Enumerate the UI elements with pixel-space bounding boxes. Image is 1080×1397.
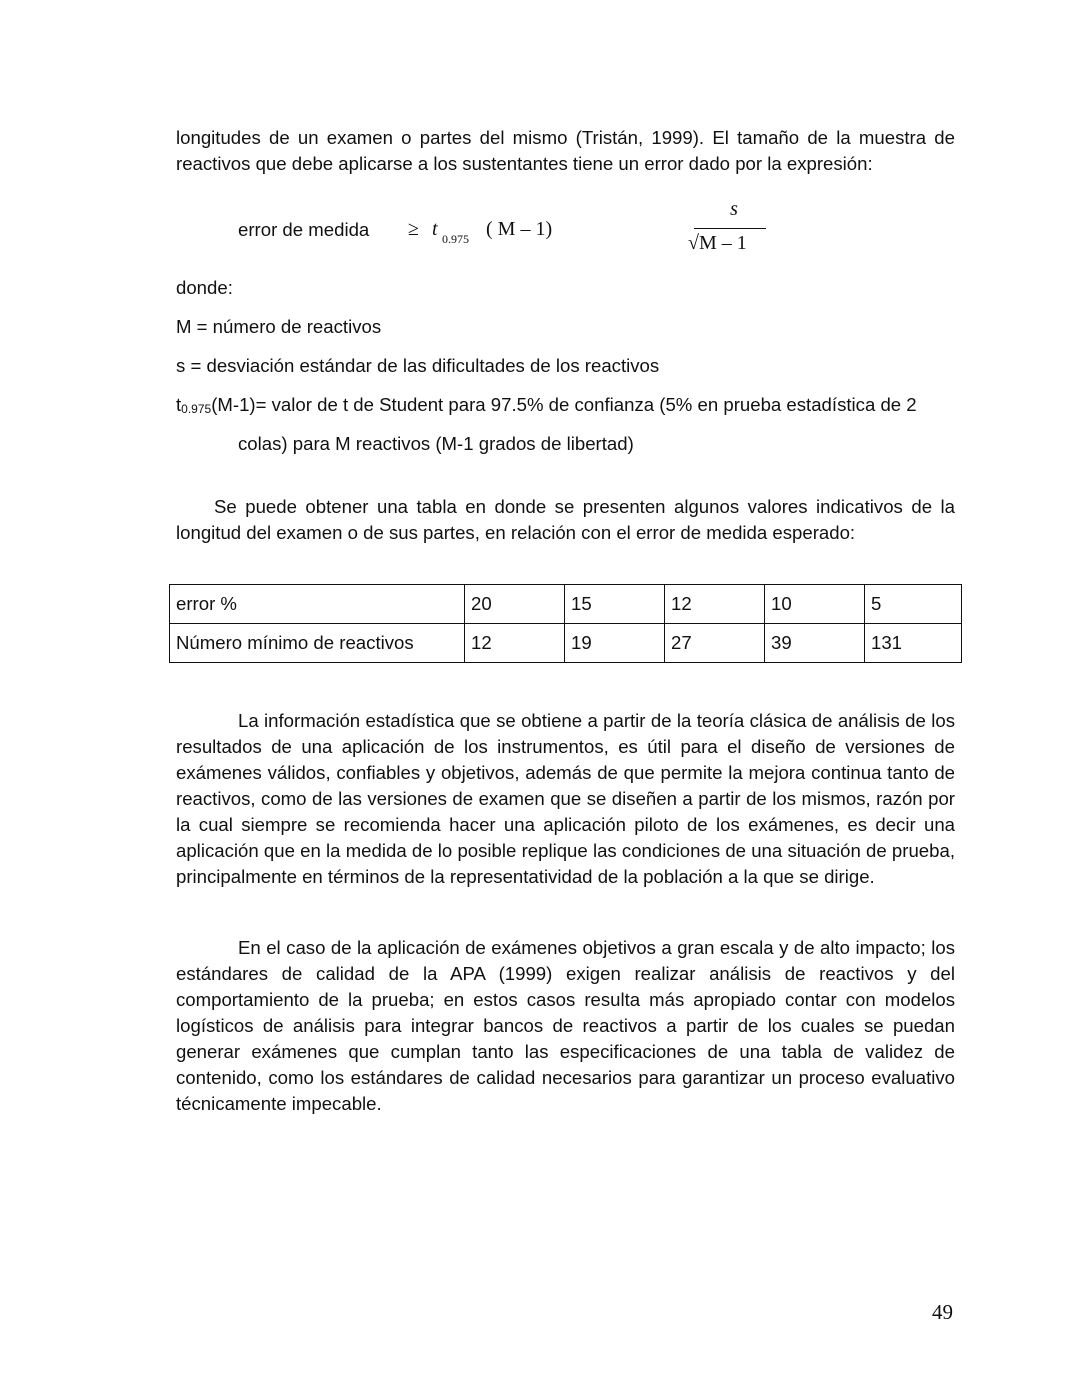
definition-t xyxy=(176,392,917,422)
definition-t-prefix: t xyxy=(176,394,182,415)
formula-denominator: √M – 1 xyxy=(688,232,747,254)
analysis-paragraph: La información estadística que se obtiene a partir de la teoría clásica de análisis de los resultados de una aplicación de los instrumentos, es útil para el diseño de versiones de exámenes válidos, confiables y objetivos, además de que permite la mejora continua tanto de reactivos, como de las versiones de examen que se diseñen a partir de los mismos, razón por la cual siempre se recomienda hacer una aplicación piloto de los exámenes, es decir una aplicación que en la medida de lo posible replique las condiciones de una situación de prueba, principalmente en términos de la representatividad de la población a la que se dirige. xyxy=(176,710,955,887)
formula-argument: ( M – 1) xyxy=(486,218,553,240)
table-cell: 15 xyxy=(565,585,665,624)
formula-fraction-bar xyxy=(694,228,766,229)
table-cell: 19 xyxy=(565,624,665,663)
table-cell: 5 xyxy=(865,585,962,624)
formula-t-subscript: 0.975 xyxy=(442,232,469,246)
formula-t-symbol: t xyxy=(432,218,438,240)
intro-paragraph: longitudes de un examen o partes del mismo (Tristán, 1999). El tamaño de la muestra de reactivos que debe aplicarse a los sustentantes tiene un error dado por la expresión: xyxy=(176,127,955,174)
table-cell: 131 xyxy=(865,624,962,663)
table-cell: 20 xyxy=(465,585,565,624)
definition-t-subscript: 0.975 xyxy=(181,402,212,416)
definition-s: s = desviación estándar de las dificultades de los reactivos xyxy=(176,355,660,376)
table-row xyxy=(170,585,962,624)
page-number: 49 xyxy=(932,1300,953,1324)
table-cell: 12 xyxy=(665,585,765,624)
formula-label: error de medida xyxy=(238,219,370,240)
table-intro-paragraph: Se puede obtener una tabla en donde se presenten algunos valores indicativos de la longitud del examen o de sus partes, en relación con el error de medida esperado: xyxy=(176,496,955,543)
table-cell: 10 xyxy=(765,585,865,624)
formula-relation: ≥ xyxy=(408,218,419,240)
formula-numerator: s xyxy=(730,198,738,220)
error-formula xyxy=(238,198,747,264)
table-cell: 12 xyxy=(465,624,565,663)
table-cell: 39 xyxy=(765,624,865,663)
error-table xyxy=(169,584,962,663)
apa-paragraph: En el caso de la aplicación de exámenes objetivos a gran escala y de alto impacto; los estándares de calidad de la APA (1999) exigen realizar análisis de reactivos y del comportamiento de la prueba; en estos casos resulta más apropiado contar con modelos logísticos de análisis para integrar bancos de reactivos a partir de los cuales se puedan generar exámenes que cumplan tanto las especificaciones de una tabla de validez de contenido, como los estándares de calidad necesarios para garantizar un proceso evaluativo técnicamente impecable. xyxy=(176,937,955,1114)
table-cell: error % xyxy=(170,585,465,624)
table-row xyxy=(170,624,962,663)
definition-m: M = número de reactivos xyxy=(176,316,382,337)
definition-t-continuation: colas) para M reactivos (M-1 grados de libertad) xyxy=(238,433,634,454)
where-label: donde: xyxy=(176,277,233,298)
table-cell: Número mínimo de reactivos xyxy=(170,624,465,663)
table-cell: 27 xyxy=(665,624,765,663)
definition-t-rest: (M-1)= valor de t de Student para 97.5% de confianza (5% en prueba estadística de 2 xyxy=(211,394,917,415)
